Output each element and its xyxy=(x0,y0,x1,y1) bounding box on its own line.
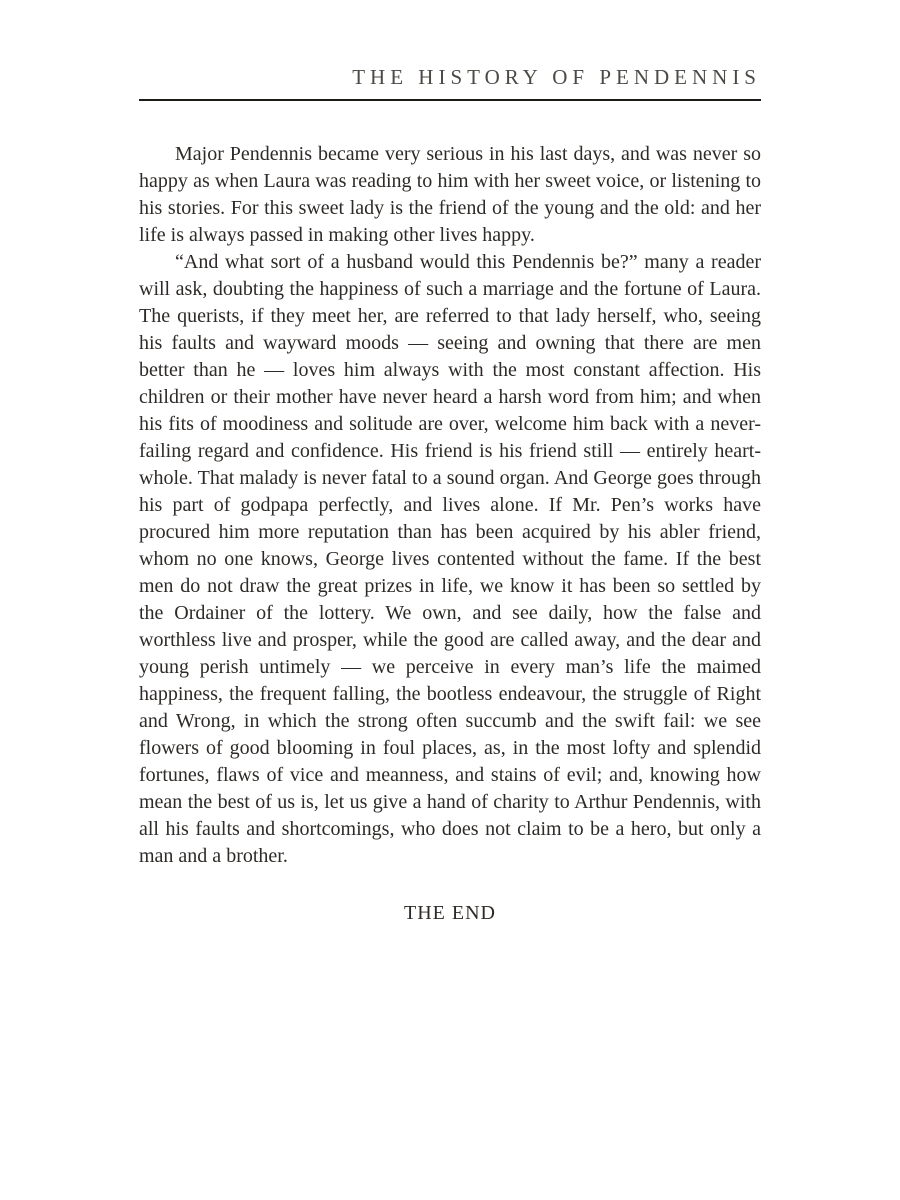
paragraph-2: “And what sort of a husband would this Pendennis be?” many a reader will ask, doubting the happiness of such a marriage and the fortune of Laura. The querists, if they meet her, are referred to that lady herself, who, seeing his faults and wayward moods — seeing and owning that there are men better than he — loves him always with the most constant affection. His children or their mother have never heard a harsh word from him; and when his fits of moodiness and solitude are over, welcome him back with a never-failing regard and confidence. His friend is his friend still — entirely heart-whole. That malady is never fatal to a sound organ. And George goes through his part of godpapa perfectly, and lives alone. If Mr. Pen’s works have procured him more reputation than has been acquired by his abler friend, whom no one knows, George lives contented without the fame. If the best men do not draw the great prizes in life, we know it has been so settled by the Ordainer of the lottery. We own, and see daily, how the false and worthless live and prosper, while the good are called away, and the dear and young perish untimely — we perceive in every man’s life the maimed happiness, the frequent falling, the bootless endeavour, the struggle of Right and Wrong, in which the strong often succumb and the swift fail: we see flowers of good blooming in foul places, as, in the most lofty and splendid fortunes, flaws of vice and meanness, and stains of evil; and, knowing how mean the best of us is, let us give a hand of charity to Arthur Pendennis, with all his faults and shortcomings, who does not claim to be a hero, but only a man and a brother. xyxy=(139,251,761,867)
the-end-label: THE END xyxy=(404,902,496,924)
header-rule xyxy=(139,99,761,101)
text-column xyxy=(139,0,761,927)
page-title: THE HISTORY OF PENDENNIS xyxy=(352,65,761,89)
body-text xyxy=(139,141,761,927)
paragraph-1: Major Pendennis became very serious in his last days, and was never so happy as when Laura was reading to him with her sweet voice, or listening to his stories. For this sweet lady is the friend of the young and the old: and her life is always passed in making other lives happy. xyxy=(139,143,761,246)
page-header xyxy=(139,64,761,101)
